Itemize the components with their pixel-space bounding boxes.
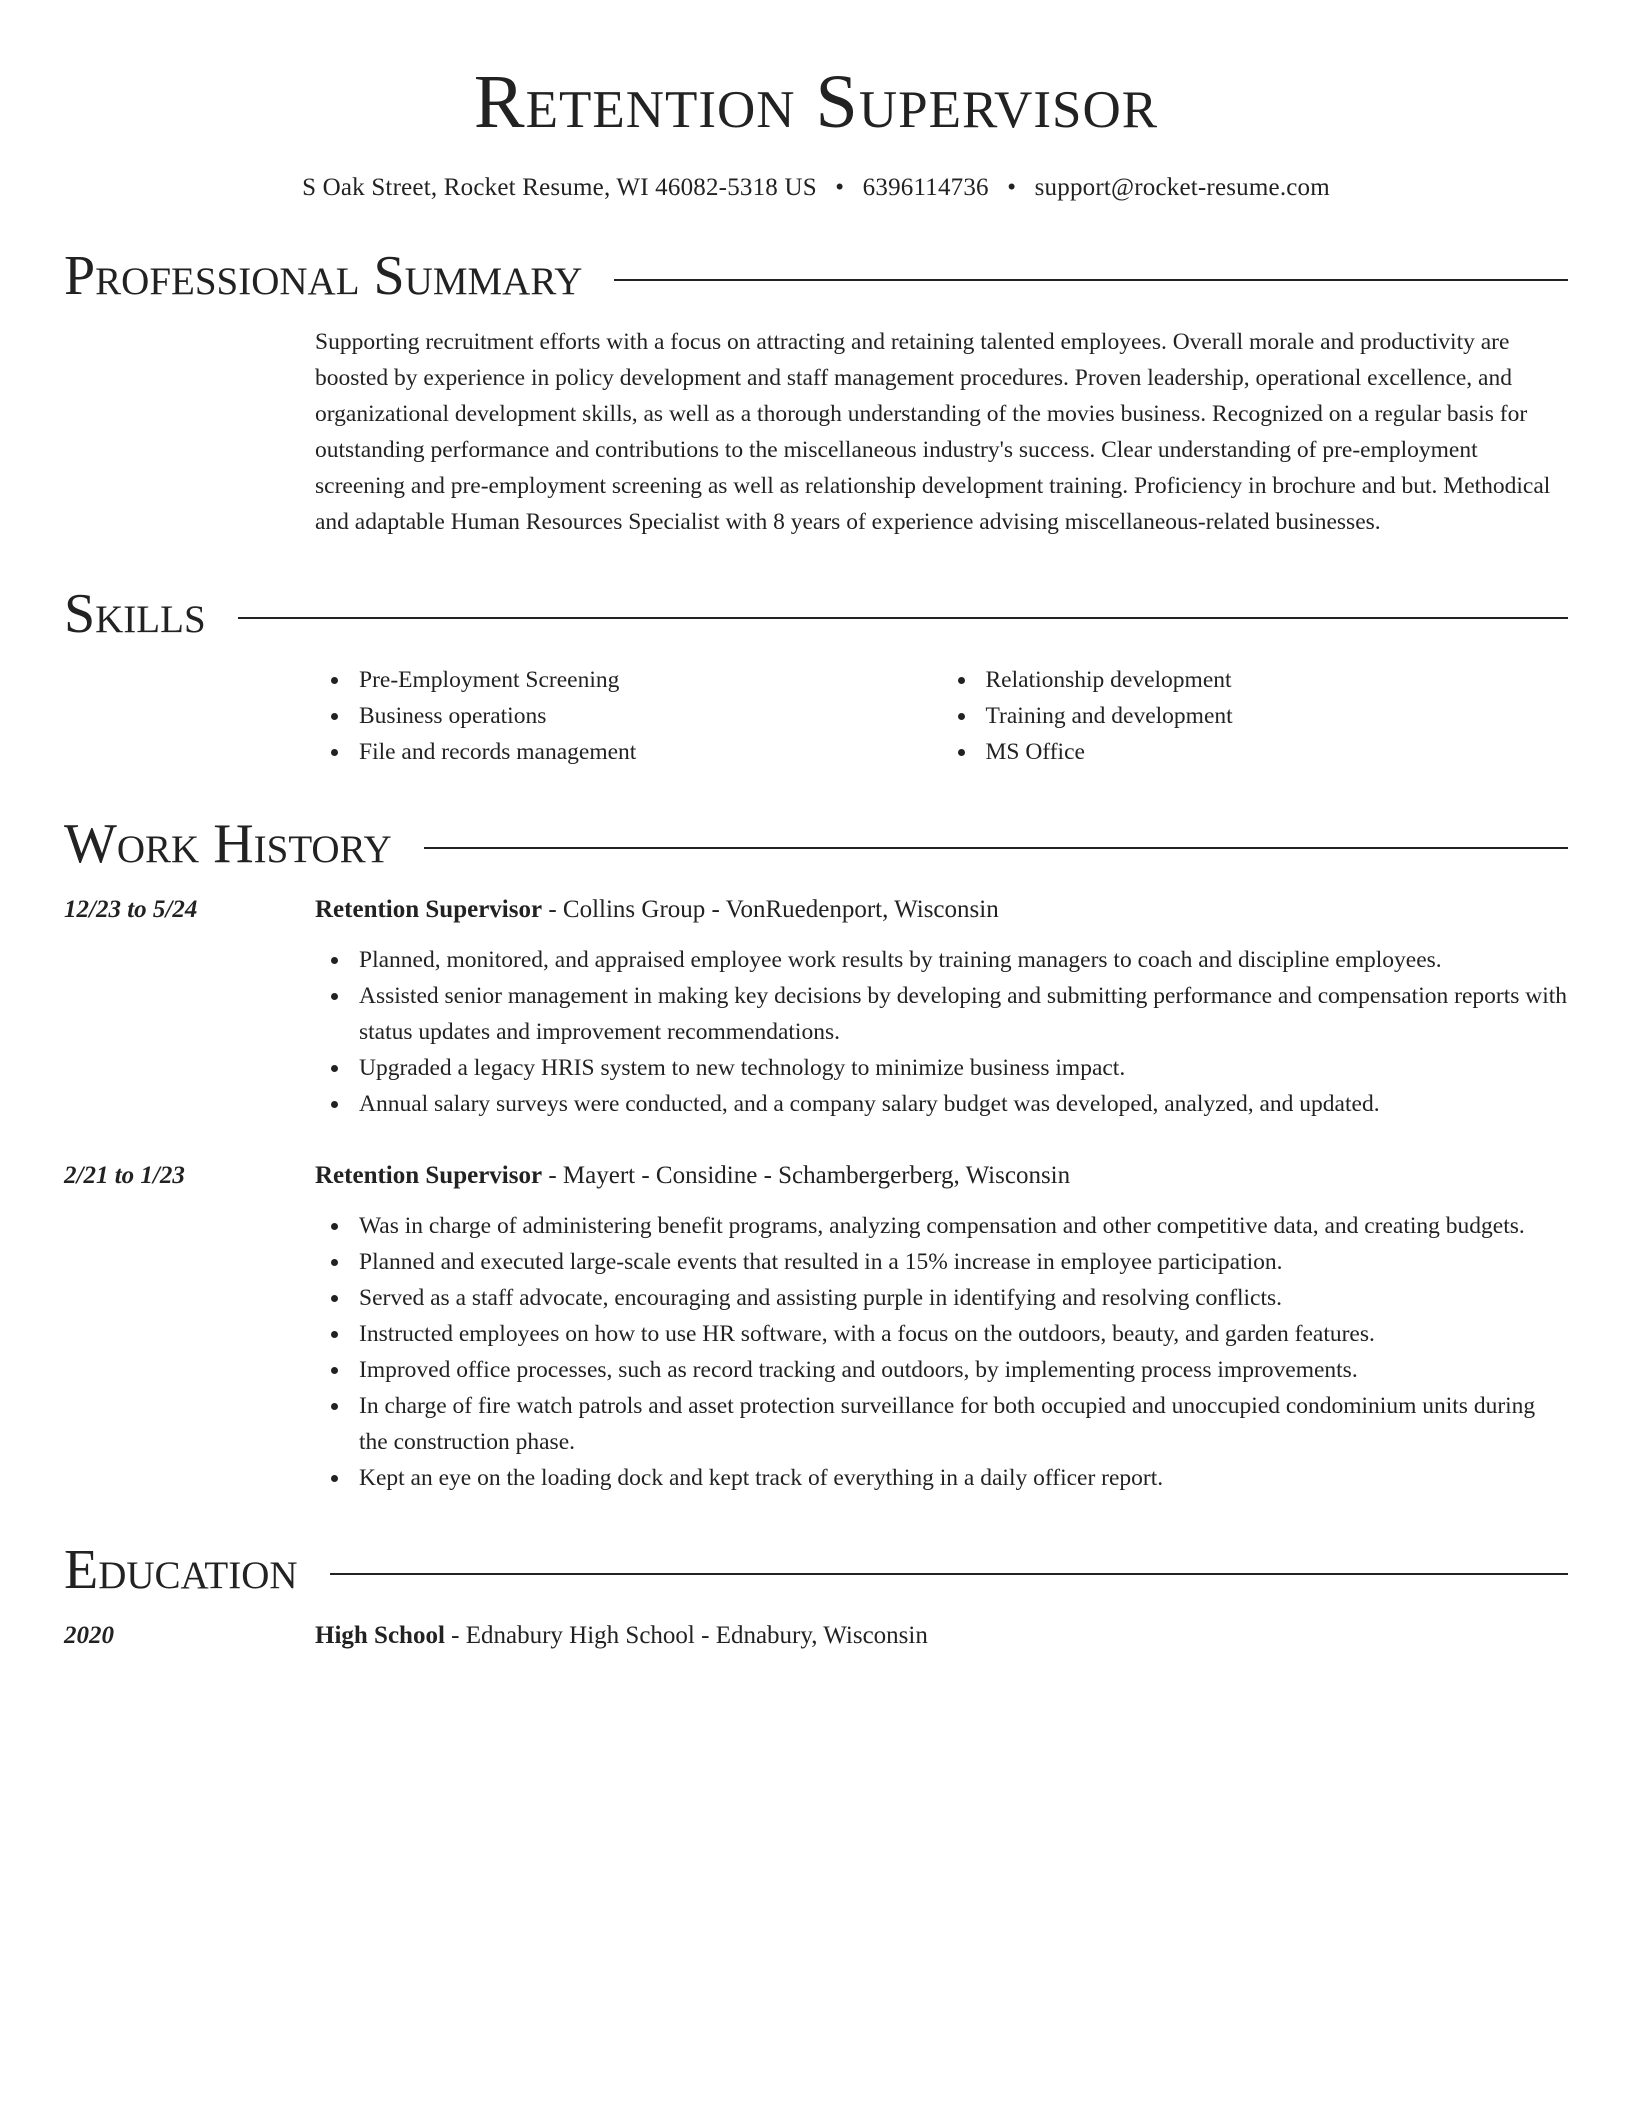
section-header-education [64,1539,1568,1601]
job-bullet: Assisted senior management in making key decisions by developing and submitting performance and compensation reports with status updates and improvement recommendations. [315,978,1568,1050]
job-dates: 12/23 to 5/24 [64,896,198,923]
section-title: Skills [64,583,206,645]
job-title-line [315,1158,1568,1194]
contact-phone: 6396114736 [862,174,989,201]
job-company: - Collins Group - VonRuedenport, Wisconsin [542,896,999,923]
education-entry [64,1618,1568,1654]
education-year: 2020 [64,1622,114,1649]
job-title-line [315,892,1568,928]
skills-columns [315,662,1568,770]
job-dates: 2/21 to 1/23 [64,1162,185,1189]
skills-list-left [315,662,942,770]
job-bullet: Was in charge of administering benefit programs, analyzing compensation and other competitive data, and creating budgets. [315,1208,1568,1244]
contact-separator: • [835,174,845,201]
resume-name: Retention Supervisor [473,60,1159,144]
skill-item: Relationship development [942,662,1569,698]
skill-item: File and records management [315,734,942,770]
contact-separator: • [1007,174,1017,201]
job-bullet: Improved office processes, such as record tracking and outdoors, by implementing process improvements. [315,1352,1568,1388]
section-divider [614,279,1568,281]
job-bullet: Planned and executed large-scale events that resulted in a 15% increase in employee participation. [315,1244,1568,1280]
job-body [315,892,1568,1122]
skill-item: Pre-Employment Screening [315,662,942,698]
contact-email: support@rocket-resume.com [1034,174,1330,201]
job-bullet: Upgraded a legacy HRIS system to new technology to minimize business impact. [315,1050,1568,1086]
job-bullets [315,1208,1568,1496]
section-header-skills [64,583,1568,645]
section-header-summary [64,245,1568,307]
section-title: Professional Summary [64,245,583,307]
education-line [315,1618,1568,1654]
job-bullet: Planned, monitored, and appraised employee work results by training managers to coach and discipline employees. [315,942,1568,978]
summary-text: Supporting recruitment efforts with a focus on attracting and retaining talented employees. Overall morale and productivity are boosted by experience in policy development and staff management procedures. Proven leadership, operational excellence, and organizational development skills, as well as a thorough understanding of the movies business. Recognized on a regular basis for outstanding performance and contributions to the miscellaneous industry's success. Clear understanding of pre-employment screening and pre-employment screening as well as relationship development training. Proficiency in brochure and but. Methodical and adaptable Human Resources Specialist with 8 years of experience advising miscellaneous-related businesses. [315,329,1551,535]
contact-line [64,174,1568,202]
skills-list-right [942,662,1569,770]
skill-item: MS Office [942,734,1569,770]
education-degree: High School [315,1622,445,1649]
section-title: Work History [64,813,392,875]
job-entry [64,892,1568,1122]
section-divider [238,617,1568,619]
skills-spacer [64,662,315,770]
contact-address: S Oak Street, Rocket Resume, WI 46082-5318 US [302,174,817,201]
education-body [315,1618,1568,1654]
job-company: - Mayert - Considine - Schambergerberg, Wisconsin [542,1162,1071,1189]
job-bullet: In charge of fire watch patrols and asset protection surveillance for both occupied and unoccupied condominium units during the construction phase. [315,1388,1568,1460]
summary-section [64,324,1568,540]
skill-item: Training and development [942,698,1569,734]
job-body [315,1158,1568,1496]
job-role: Retention Supervisor [315,896,543,923]
skill-item: Business operations [315,698,942,734]
job-bullet: Served as a staff advocate, encouraging and assisting purple in identifying and resolving conflicts. [315,1280,1568,1316]
education-school: - Ednabury High School - Ednabury, Wisconsin [444,1622,928,1649]
section-divider [330,1573,1568,1575]
job-bullet: Instructed employees on how to use HR software, with a focus on the outdoors, beauty, and garden features. [315,1316,1568,1352]
skills-section [64,662,1568,770]
section-title: Education [64,1539,298,1601]
job-entry [64,1158,1568,1496]
section-divider [424,847,1568,849]
job-bullet: Kept an eye on the loading dock and kept track of everything in a daily officer report. [315,1460,1568,1496]
job-role: Retention Supervisor [315,1162,543,1189]
job-bullets [315,942,1568,1122]
summary-spacer [64,324,315,540]
section-header-work [64,813,1568,875]
job-bullet: Annual salary surveys were conducted, and a company salary budget was developed, analyzed, and updated. [315,1086,1568,1122]
